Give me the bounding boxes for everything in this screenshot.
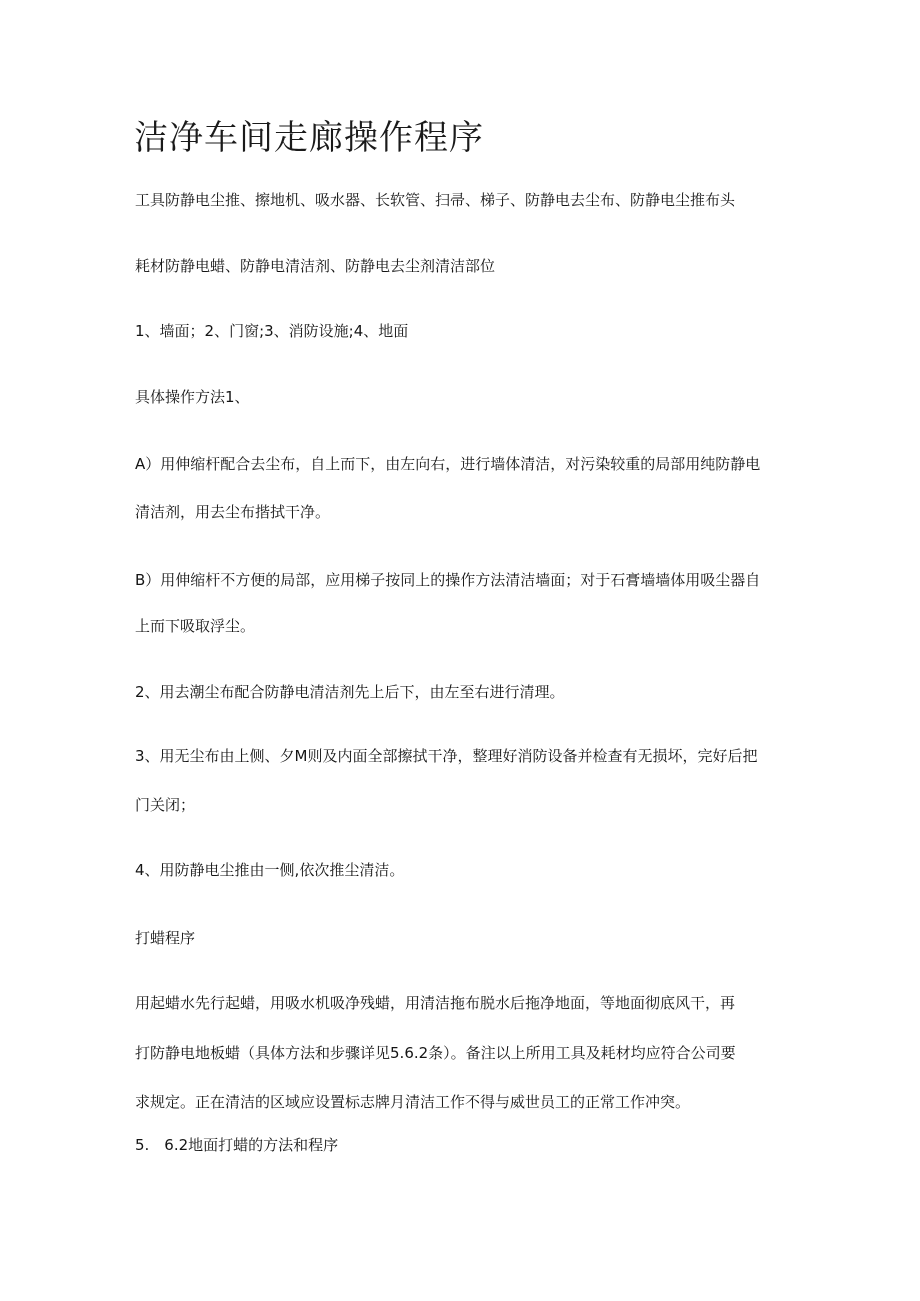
step-4-line: 4、用防静电尘推由一侧,依次推尘清洁。 (135, 861, 405, 879)
section-heading-5-6-2: 5. 6.2地面打蜡的方法和程序 (135, 1136, 339, 1154)
cleaning-areas-line: 1、墙面；2、门窗;3、消防设施;4、地面 (135, 322, 409, 340)
step-3-line-2: 门关闭； (135, 796, 196, 814)
waxing-line-2: 打防静电地板蜡（具体方法和步骤详见5.6.2条）。备注以上所用工具及耗材均应符合公司要 (135, 1044, 736, 1062)
step-a-line-2: 清洁剂，用去尘布揩拭干净。 (135, 503, 331, 521)
step-3-line-1: 3、用无尘布由上侧、夕M则及内面全部擦拭干净，整理好消防设备并检查有无损坏，完好后把 (135, 747, 758, 765)
waxing-line-3: 求规定。正在清洁的区域应设置标志牌月清洁工作不得与威世员工的正常工作冲突。 (135, 1093, 691, 1111)
step-a-line-1: A）用伸缩杆配合去尘布，自上而下，由左向右，进行墙体清洁，对污染较重的局部用纯防静电 (135, 455, 761, 473)
tools-line: 工具防静电尘推、擦地机、吸水器、长软管、扫帚、梯子、防静电去尘布、防静电尘推布头 (135, 191, 736, 209)
step-b-line-1: B）用伸缩杆不方便的局部，应用梯子按同上的操作方法清洁墙面；对于石膏墙墙体用吸尘器自 (135, 571, 761, 589)
waxing-heading: 打蜡程序 (135, 929, 196, 947)
materials-line: 耗材防静电蜡、防静电清洁剂、防静电去尘剂清洁部位 (135, 257, 496, 275)
page-title: 洁净车间走廊操作程序 (134, 118, 484, 158)
step-b-line-2: 上而下吸取浮尘。 (135, 617, 256, 635)
method-heading: 具体操作方法1、 (135, 388, 250, 406)
waxing-line-1: 用起蜡水先行起蜡，用吸水机吸净残蜡，用清洁拖布脱水后拖净地面，等地面彻底风干，再 (135, 994, 736, 1012)
step-2-line: 2、用去潮尘布配合防静电清洁剂先上后下，由左至右进行清理。 (135, 683, 565, 701)
